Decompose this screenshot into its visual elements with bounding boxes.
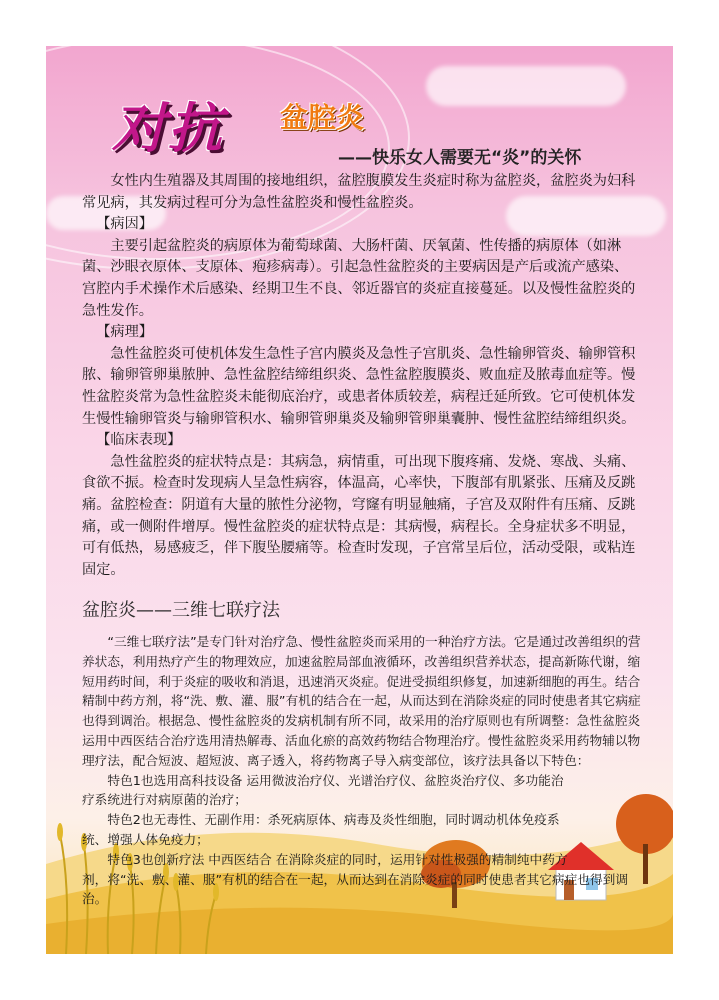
feature-2-line1: 特色2也无毒性、无副作用：杀死病原体、病毒及炎性细胞，同时调动机体免疫系 [107,812,560,828]
intro-paragraph: 女性内生殖器及其周围的接地组织，盆腔腹膜发生炎症时称为盆腔炎，盆腔炎为妇科常见病，其发病过程可分为急性盆腔炎和慢性盆腔炎。 [82,173,636,211]
feature-3 [82,850,650,909]
feature-2-line2: 统、增强人体免疫力； [82,831,209,847]
pathology-heading: 【病理】 [96,324,153,341]
therapy-paragraph: “三维七联疗法”是专门针对治疗急、慢性盆腔炎而采用的一种治疗方法。它是通过改善组织的营养状态，利用热疗产生的物理效应，加速盆腔局部血液循环，改善组织营养状态，提高新陈代谢，缩短用药时间，利于炎症的吸收和消退，迅速消灭炎症。促进受损组织修复，加速新细胞的再生。结合精制中药方剂，将“洗、敷、灌、服”有机的结合在一起，从而达到在消除炎症的同时使患者其它病症也得到调治。根据急、慢性盆腔炎的发病机制有所不同，故采用的治疗原则也有所调整：急性盆腔炎运用中西医结合治疗选用清热解毒、活血化瘀的高效药物结合物理治疗。慢性盆腔炎采用药物辅以物理疗法，配合短波、超短波、离子透入，将药物离子导入病变部位，该疗法具备以下特色： [82,634,641,768]
clinical-paragraph: 急性盆腔炎的症状特点是：其病急，病情重，可出现下腹疼痛、发烧、寒战、头痛、食欲不振。检查时发现病人呈急性病容，体温高，心率快，下腹部有肌紧张、压痛及反跳痛。盆腔检查：阴道有大量的脓性分泌物，穹窿有明显触痛，子宫及双附件有压痛、反跳痛，或一侧附件增厚。慢性盆腔炎的症状特点是：其病慢，病程长。全身症状多不明显，可有低热，易感疲乏，伴下腹坠腰痛等。检查时发现，子宫常呈后位，活动受限，或粘连固定。 [82,453,636,578]
poster-subtitle: 盆腔炎 [280,101,365,134]
therapy-section [82,632,650,909]
therapy-title: 盆腔炎——三维七联疗法 [82,600,280,621]
feature-1 [82,771,650,811]
pathology-paragraph: 急性盆腔炎可使机体发生急性子宫内膜炎及急性子宫肌炎、急性输卵管炎、输卵管积脓、输卵管卵巢脓肿、急性盆腔结缔组织炎、急性盆腔腹膜炎、败血症及脓毒血症等。慢性盆腔炎常为急性盆腔炎未能彻底治疗，或患者体质较差，病程迁延所致。它可使机体发生慢性输卵管炎与输卵管积水、输卵管卵巢炎及输卵管卵巢囊肿、慢性盆腔结缔组织炎。 [82,345,636,427]
feature-3-line1: 特色3也创新疗法 中西医结合 在消除炎症的同时，运用针对性极强的精制纯中药方 [107,851,568,867]
poster-title: 对抗 [112,97,224,160]
feature-1-line2: 疗系统进行对病原菌的治疗； [82,792,247,808]
cause-heading: 【病因】 [96,216,153,233]
feature-1-line1: 特色1也选用高科技设备 运用微波治疗仪、光谱治疗仪、盆腔炎治疗仪、多功能治 [107,772,564,788]
poster-slogan: ——快乐女人需要无“炎”的关怀 [338,148,582,168]
poster [46,46,673,954]
feature-3-line2: 剂，将“洗、敷、灌、服”有机的结合在一起，从而达到在消除炎症的同时使患者其它病症也得到调治。 [82,871,629,907]
decor-cloud [426,66,626,106]
intro-section [82,171,642,581]
feature-2 [82,810,650,850]
cause-paragraph: 主要引起盆腔炎的病原体为葡萄球菌、大肠杆菌、厌氧菌、性传播的病原体（如淋菌、沙眼衣原体、支原体、疱疹病毒）。引起急性盆腔炎的主要病因是产后或流产感染、宫腔内手术操作术后感染、经期卫生不良、邻近器官的炎症直接蔓延。以及慢性盆腔炎的急性发作。 [82,237,636,319]
clinical-heading: 【临床表现】 [96,432,182,449]
